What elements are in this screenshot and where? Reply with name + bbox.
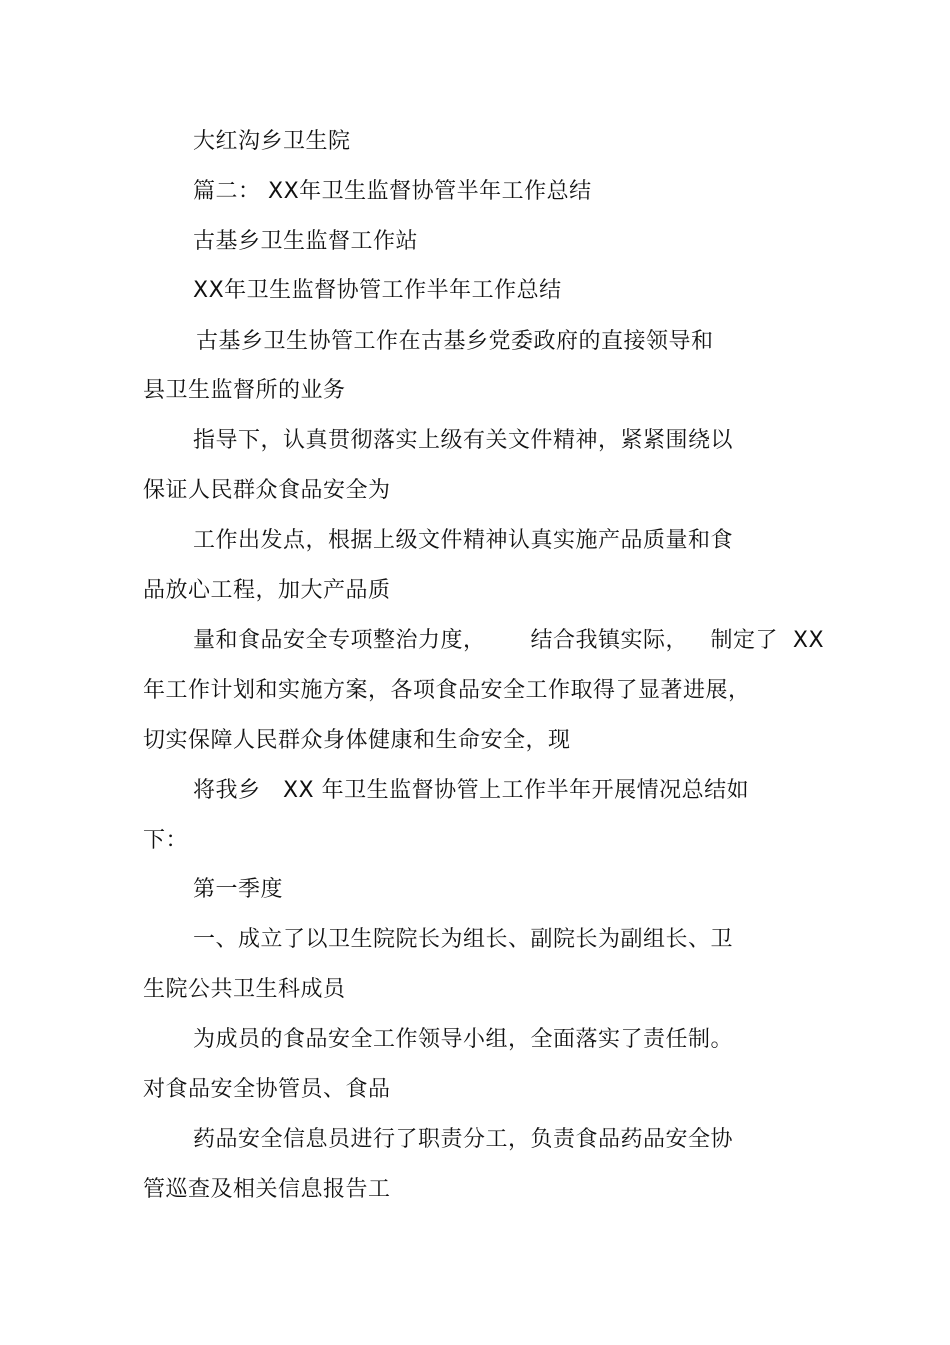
text-line: 县卫生监督所的业务 [143, 378, 346, 403]
text-line: 保证人民群众食品安全为 [143, 478, 391, 503]
text-line: 量和食品安全专项整治力度， 结合我镇实际， 制定了 XX [193, 628, 825, 653]
text-line: 大红沟乡卫生院 [193, 129, 351, 154]
text-line: 古基乡卫生协管工作在古基乡党委政府的直接领导和 [196, 329, 714, 354]
text-line: 品放心工程，加大产品质 [143, 578, 391, 603]
text-line: 下： [143, 828, 189, 853]
text-line: 对食品安全协管员、食品 [143, 1077, 391, 1102]
text-line: 将我乡 XX 年卫生监督协管上工作半年开展情况总结如 [193, 778, 750, 803]
text-line: 切实保障人民群众身体健康和生命安全，现 [143, 728, 571, 753]
text-line: 工作出发点，根据上级文件精神认真实施产品质量和食 [193, 528, 734, 553]
text-line: 药品安全信息员进行了职责分工，负责食品药品安全协 [193, 1127, 734, 1152]
text-line: 为成员的食品安全工作领导小组，全面落实了责任制。 [193, 1027, 734, 1052]
section-heading: 第一季度 [193, 877, 284, 902]
text-line: 一、成立了以卫生院院长为组长、副院长为副组长、卫 [193, 927, 734, 952]
text-line: 年工作计划和实施方案，各项食品安全工作取得了显著进展， [143, 678, 751, 703]
text-line: 生院公共卫生科成员 [143, 977, 346, 1002]
text-line: 篇二： XX年卫生监督协管半年工作总结 [193, 179, 592, 204]
text-line: XX年卫生监督协管工作半年工作总结 [193, 278, 562, 303]
text-line: 古基乡卫生监督工作站 [193, 229, 419, 254]
text-line: 管巡查及相关信息报告工 [143, 1177, 391, 1202]
text-line: 指导下，认真贯彻落实上级有关文件精神，紧紧围绕以 [193, 428, 734, 453]
